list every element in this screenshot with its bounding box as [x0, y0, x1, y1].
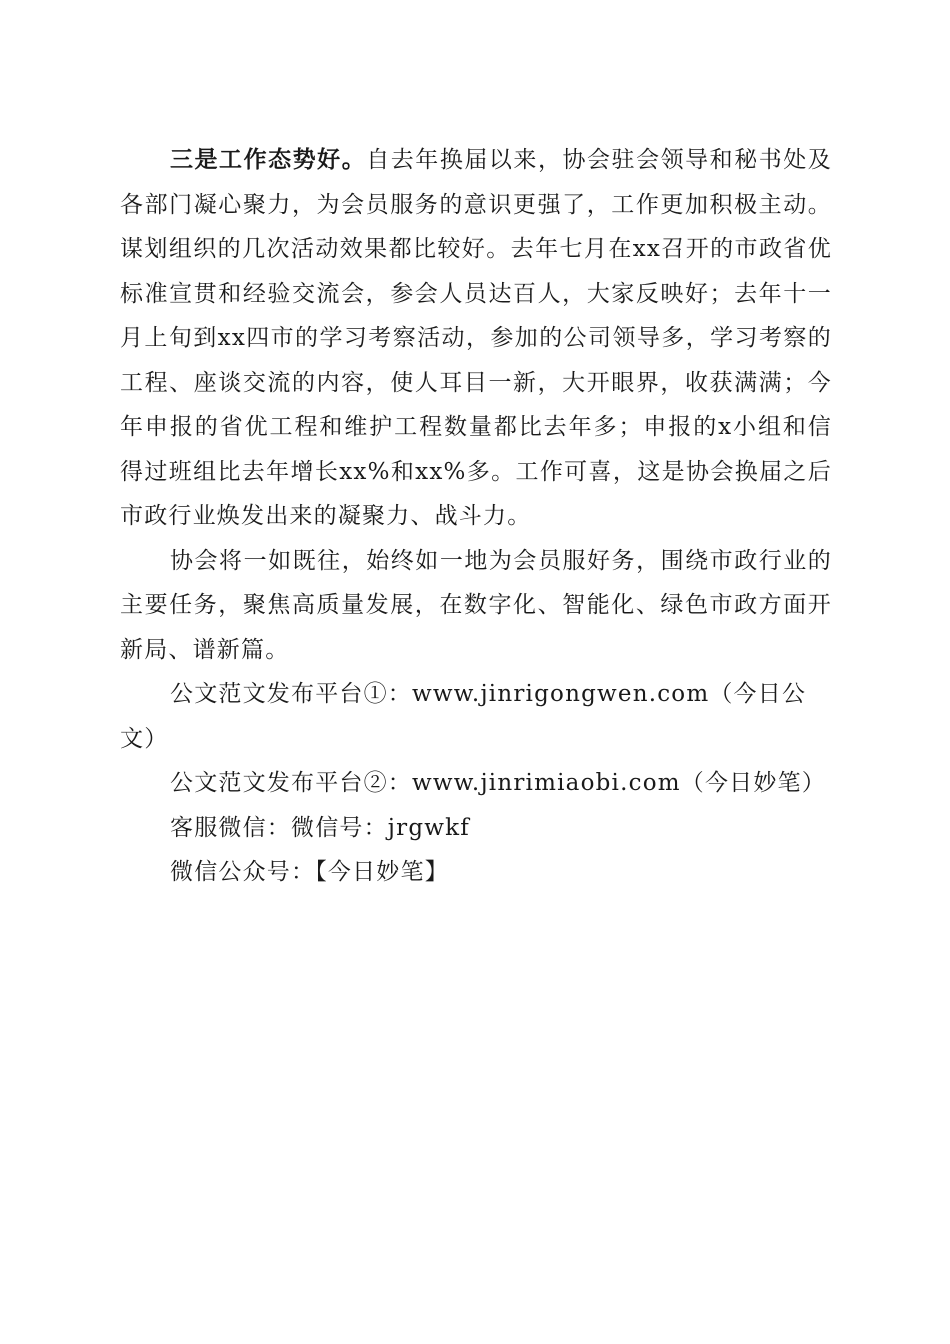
footer-platform-1: 公文范文发布平台①：www.jinrigongwen.com（今日公文） [120, 681, 807, 752]
paragraph-work-status [120, 138, 832, 539]
footer-service-wechat: 客服微信：微信号：jrgwkf [170, 814, 470, 841]
footer-official-account: 微信公众号：【今日妙笔】 [170, 859, 449, 885]
paragraph-commitment: 协会将一如既往，始终如一地为会员服好务，围绕市政行业的主要任务，聚焦高质量发展，在数字化、智能化、绿色市政方面开新局、谱新篇。 [120, 547, 832, 663]
footer-platform-2: 公文范文发布平台②：www.jinrimiaobi.com（今日妙笔） [170, 770, 826, 796]
paragraph-text: 自去年换届以来，协会驻会领导和秘书处及各部门凝心聚力，为会员服务的意识更强了，工作更加积极主动。谋划组织的几次活动效果都比较好。去年七月在xx召开的市政省优标准宣贯和经验交流会，参会人员达百人，大家反映好；去年十一月上旬到xx四市的学习考察活动，参加的公司领导多，学习考察的工程、座谈交流的内容，使人耳目一新，大开眼界，收获满满；今年申报的省优工程和维护工程数量都比去年多；申报的x小组和信得过班组比去年增长xx%和xx%多。工作可喜，这是协会换届之后市政行业焕发出来的凝聚力、战斗力。 [120, 147, 832, 529]
paragraph-lead: 三是工作态势好。 [170, 146, 367, 173]
document-body [120, 138, 832, 895]
